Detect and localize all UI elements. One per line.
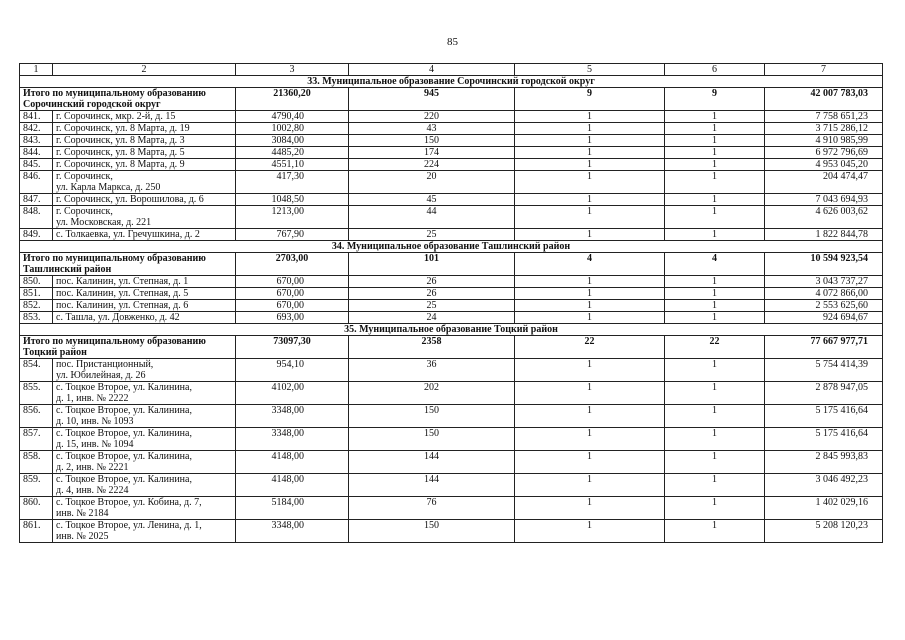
row-cost: 4 072 866,00 bbox=[765, 288, 883, 300]
row-address bbox=[53, 111, 236, 123]
row-col5: 1 bbox=[515, 206, 665, 229]
row-number: 852. bbox=[20, 300, 53, 312]
row-number: 856. bbox=[20, 405, 53, 428]
address-line1: с. Толкаевка, ул. Гречушкина, д. 2 bbox=[56, 229, 200, 240]
address-line2: ул. Карла Маркса, д. 250 bbox=[56, 182, 161, 193]
row-cost: 6 972 796,69 bbox=[765, 147, 883, 159]
row-area: 1213,00 bbox=[236, 206, 349, 229]
row-residents: 76 bbox=[349, 497, 515, 520]
row-residents: 174 bbox=[349, 147, 515, 159]
total-label-line2: Тоцкий район bbox=[23, 347, 87, 358]
row-residents: 25 bbox=[349, 300, 515, 312]
row-number: 850. bbox=[20, 276, 53, 288]
address-line1: с. Тоцкое Второе, ул. Калинина, bbox=[56, 451, 192, 462]
row-col6: 1 bbox=[665, 428, 765, 451]
row-address bbox=[53, 497, 236, 520]
row-col6: 1 bbox=[665, 382, 765, 405]
row-cost: 5 175 416,64 bbox=[765, 405, 883, 428]
row-address bbox=[53, 428, 236, 451]
row-area: 417,30 bbox=[236, 171, 349, 194]
row-col6: 1 bbox=[665, 405, 765, 428]
row-col6: 1 bbox=[665, 206, 765, 229]
table-row bbox=[20, 520, 883, 543]
page-number: 85 bbox=[447, 36, 458, 48]
row-col6: 1 bbox=[665, 123, 765, 135]
address-line2: д. 10, инв. № 1093 bbox=[56, 416, 134, 427]
row-col6: 1 bbox=[665, 451, 765, 474]
column-header-7: 7 bbox=[765, 64, 883, 76]
total-area: 73097,30 bbox=[236, 336, 349, 359]
table-row bbox=[20, 229, 883, 241]
row-residents: 144 bbox=[349, 474, 515, 497]
total-col6: 9 bbox=[665, 88, 765, 111]
address-line1: пос. Калинин, ул. Степная, д. 1 bbox=[56, 276, 189, 287]
row-number: 845. bbox=[20, 159, 53, 171]
row-col5: 1 bbox=[515, 451, 665, 474]
section-title-row bbox=[20, 324, 883, 336]
total-col6: 4 bbox=[665, 253, 765, 276]
row-residents: 36 bbox=[349, 359, 515, 382]
row-residents: 44 bbox=[349, 206, 515, 229]
row-residents: 150 bbox=[349, 520, 515, 543]
row-number: 861. bbox=[20, 520, 53, 543]
row-address bbox=[53, 206, 236, 229]
total-residents: 945 bbox=[349, 88, 515, 111]
row-number: 841. bbox=[20, 111, 53, 123]
row-cost: 5 208 120,23 bbox=[765, 520, 883, 543]
table-row bbox=[20, 474, 883, 497]
table-row bbox=[20, 382, 883, 405]
row-address bbox=[53, 405, 236, 428]
table-row bbox=[20, 312, 883, 324]
row-cost: 204 474,47 bbox=[765, 171, 883, 194]
row-residents: 202 bbox=[349, 382, 515, 405]
table-row bbox=[20, 135, 883, 147]
row-area: 670,00 bbox=[236, 288, 349, 300]
row-cost: 2 553 625,60 bbox=[765, 300, 883, 312]
row-area: 954,10 bbox=[236, 359, 349, 382]
row-col6: 1 bbox=[665, 147, 765, 159]
column-header-6: 6 bbox=[665, 64, 765, 76]
section-title-row bbox=[20, 76, 883, 88]
row-address bbox=[53, 359, 236, 382]
total-cost: 42 007 783,03 bbox=[765, 88, 883, 111]
address-line2: инв. № 2184 bbox=[56, 508, 109, 519]
row-col6: 1 bbox=[665, 359, 765, 382]
total-area: 21360,20 bbox=[236, 88, 349, 111]
row-col6: 1 bbox=[665, 312, 765, 324]
row-cost: 5 175 416,64 bbox=[765, 428, 883, 451]
address-line2: д. 2, инв. № 2221 bbox=[56, 462, 129, 473]
row-col6: 1 bbox=[665, 229, 765, 241]
row-number: 854. bbox=[20, 359, 53, 382]
row-col5: 1 bbox=[515, 159, 665, 171]
address-line1: с. Тоцкое Второе, ул. Калинина, bbox=[56, 405, 192, 416]
row-address bbox=[53, 300, 236, 312]
row-number: 858. bbox=[20, 451, 53, 474]
row-col5: 1 bbox=[515, 229, 665, 241]
table-row bbox=[20, 171, 883, 194]
total-label-line2: Сорочинский городской округ bbox=[23, 99, 161, 110]
row-residents: 150 bbox=[349, 405, 515, 428]
row-area: 3348,00 bbox=[236, 428, 349, 451]
table-row bbox=[20, 497, 883, 520]
table-row bbox=[20, 300, 883, 312]
row-col5: 1 bbox=[515, 171, 665, 194]
row-residents: 45 bbox=[349, 194, 515, 206]
row-col6: 1 bbox=[665, 474, 765, 497]
row-col6: 1 bbox=[665, 520, 765, 543]
table-row bbox=[20, 159, 883, 171]
address-line2: д. 15, инв. № 1094 bbox=[56, 439, 134, 450]
row-number: 851. bbox=[20, 288, 53, 300]
row-cost: 924 694,67 bbox=[765, 312, 883, 324]
row-col6: 1 bbox=[665, 276, 765, 288]
section-title-row bbox=[20, 241, 883, 253]
row-address bbox=[53, 159, 236, 171]
total-cost: 10 594 923,54 bbox=[765, 253, 883, 276]
address-line2: инв. № 2025 bbox=[56, 531, 109, 542]
row-residents: 220 bbox=[349, 111, 515, 123]
total-col5: 22 bbox=[515, 336, 665, 359]
row-number: 849. bbox=[20, 229, 53, 241]
row-residents: 224 bbox=[349, 159, 515, 171]
table-row bbox=[20, 194, 883, 206]
row-col5: 1 bbox=[515, 359, 665, 382]
section-total-row bbox=[20, 336, 883, 359]
table-body bbox=[20, 76, 883, 543]
row-address bbox=[53, 135, 236, 147]
row-number: 855. bbox=[20, 382, 53, 405]
row-number: 859. bbox=[20, 474, 53, 497]
column-header-2: 2 bbox=[53, 64, 236, 76]
row-col6: 1 bbox=[665, 159, 765, 171]
row-area: 767,90 bbox=[236, 229, 349, 241]
row-cost: 4 953 045,20 bbox=[765, 159, 883, 171]
total-area: 2703,00 bbox=[236, 253, 349, 276]
row-number: 843. bbox=[20, 135, 53, 147]
table-row bbox=[20, 206, 883, 229]
row-cost: 5 754 414,39 bbox=[765, 359, 883, 382]
row-number: 844. bbox=[20, 147, 53, 159]
column-header-4: 4 bbox=[349, 64, 515, 76]
address-line2: д. 1, инв. № 2222 bbox=[56, 393, 129, 404]
column-header-1: 1 bbox=[20, 64, 53, 76]
table-row bbox=[20, 288, 883, 300]
row-area: 670,00 bbox=[236, 276, 349, 288]
row-area: 5184,00 bbox=[236, 497, 349, 520]
row-col5: 1 bbox=[515, 300, 665, 312]
total-cost: 77 667 977,71 bbox=[765, 336, 883, 359]
address-line1: г. Сорочинск, ул. 8 Марта, д. 9 bbox=[56, 159, 185, 170]
table-row bbox=[20, 123, 883, 135]
address-line2: ул. Юбилейная, д. 26 bbox=[56, 370, 146, 381]
address-line1: пос. Калинин, ул. Степная, д. 5 bbox=[56, 288, 189, 299]
row-number: 857. bbox=[20, 428, 53, 451]
address-line1: г. Сорочинск, bbox=[56, 206, 113, 217]
row-col5: 1 bbox=[515, 111, 665, 123]
address-line1: с. Тоцкое Второе, ул. Ленина, д. 1, bbox=[56, 520, 202, 531]
row-cost: 2 845 993,83 bbox=[765, 451, 883, 474]
row-cost: 3 043 737,27 bbox=[765, 276, 883, 288]
row-col5: 1 bbox=[515, 288, 665, 300]
row-col6: 1 bbox=[665, 497, 765, 520]
table-row bbox=[20, 359, 883, 382]
row-address bbox=[53, 382, 236, 405]
total-col5: 9 bbox=[515, 88, 665, 111]
total-label-line1: Итого по муниципальному образованию bbox=[23, 336, 206, 347]
total-label-line1: Итого по муниципальному образованию bbox=[23, 88, 206, 99]
row-cost: 7 758 651,23 bbox=[765, 111, 883, 123]
row-residents: 25 bbox=[349, 229, 515, 241]
address-line1: с. Тоцкое Второе, ул. Калинина, bbox=[56, 382, 192, 393]
row-col6: 1 bbox=[665, 135, 765, 147]
housing-table bbox=[19, 63, 883, 543]
address-line1: с. Ташла, ул. Довженко, д. 42 bbox=[56, 312, 180, 323]
total-residents: 2358 bbox=[349, 336, 515, 359]
section-title: 33. Муниципальное образование Сорочинский городской округ bbox=[20, 76, 883, 88]
row-col6: 1 bbox=[665, 300, 765, 312]
row-area: 3348,00 bbox=[236, 405, 349, 428]
row-residents: 150 bbox=[349, 428, 515, 451]
row-address bbox=[53, 147, 236, 159]
row-address bbox=[53, 312, 236, 324]
row-cost: 4 626 003,62 bbox=[765, 206, 883, 229]
row-col6: 1 bbox=[665, 171, 765, 194]
address-line1: пос. Калинин, ул. Степная, д. 6 bbox=[56, 300, 189, 311]
row-area: 4148,00 bbox=[236, 451, 349, 474]
row-col6: 1 bbox=[665, 194, 765, 206]
row-col6: 1 bbox=[665, 288, 765, 300]
row-area: 3084,00 bbox=[236, 135, 349, 147]
row-col5: 1 bbox=[515, 194, 665, 206]
table-row bbox=[20, 428, 883, 451]
row-address bbox=[53, 288, 236, 300]
row-residents: 26 bbox=[349, 276, 515, 288]
row-area: 1002,80 bbox=[236, 123, 349, 135]
row-residents: 144 bbox=[349, 451, 515, 474]
row-col5: 1 bbox=[515, 312, 665, 324]
row-col5: 1 bbox=[515, 428, 665, 451]
row-col5: 1 bbox=[515, 382, 665, 405]
total-label bbox=[20, 88, 236, 111]
row-cost: 2 878 947,05 bbox=[765, 382, 883, 405]
section-total-row bbox=[20, 253, 883, 276]
column-header-5: 5 bbox=[515, 64, 665, 76]
total-label bbox=[20, 336, 236, 359]
address-line1: г. Сорочинск, ул. 8 Марта, д. 19 bbox=[56, 123, 190, 134]
address-line1: г. Сорочинск, ул. Ворошилова, д. 6 bbox=[56, 194, 204, 205]
address-line1: с. Тоцкое Второе, ул. Калинина, bbox=[56, 428, 192, 439]
row-residents: 26 bbox=[349, 288, 515, 300]
row-col5: 1 bbox=[515, 405, 665, 428]
row-area: 670,00 bbox=[236, 300, 349, 312]
address-line1: г. Сорочинск, ул. 8 Марта, д. 3 bbox=[56, 135, 185, 146]
row-cost: 1 822 844,78 bbox=[765, 229, 883, 241]
row-area: 4102,00 bbox=[236, 382, 349, 405]
table-row bbox=[20, 111, 883, 123]
row-col5: 1 bbox=[515, 147, 665, 159]
row-residents: 20 bbox=[349, 171, 515, 194]
row-cost: 3 046 492,23 bbox=[765, 474, 883, 497]
row-address bbox=[53, 474, 236, 497]
row-address bbox=[53, 123, 236, 135]
table-row bbox=[20, 276, 883, 288]
row-col5: 1 bbox=[515, 474, 665, 497]
total-col5: 4 bbox=[515, 253, 665, 276]
row-number: 842. bbox=[20, 123, 53, 135]
row-address bbox=[53, 171, 236, 194]
section-total-row bbox=[20, 88, 883, 111]
total-label-line2: Ташлинский район bbox=[23, 264, 112, 275]
row-residents: 150 bbox=[349, 135, 515, 147]
row-area: 693,00 bbox=[236, 312, 349, 324]
row-cost: 3 715 286,12 bbox=[765, 123, 883, 135]
row-number: 846. bbox=[20, 171, 53, 194]
section-title: 35. Муниципальное образование Тоцкий район bbox=[20, 324, 883, 336]
row-area: 4551,10 bbox=[236, 159, 349, 171]
row-address bbox=[53, 451, 236, 474]
total-residents: 101 bbox=[349, 253, 515, 276]
row-number: 847. bbox=[20, 194, 53, 206]
address-line1: пос. Пристанционный, bbox=[56, 359, 154, 370]
row-residents: 24 bbox=[349, 312, 515, 324]
address-line1: г. Сорочинск, ул. 8 Марта, д. 5 bbox=[56, 147, 185, 158]
row-address bbox=[53, 276, 236, 288]
row-col5: 1 bbox=[515, 497, 665, 520]
row-area: 4148,00 bbox=[236, 474, 349, 497]
table-header bbox=[20, 64, 883, 76]
address-line1: с. Тоцкое Второе, ул. Калинина, bbox=[56, 474, 192, 485]
total-label-line1: Итого по муниципальному образованию bbox=[23, 253, 206, 264]
column-number-row bbox=[20, 64, 883, 76]
row-area: 3348,00 bbox=[236, 520, 349, 543]
section-title: 34. Муниципальное образование Ташлинский район bbox=[20, 241, 883, 253]
table-row bbox=[20, 405, 883, 428]
row-address bbox=[53, 194, 236, 206]
address-line2: ул. Московская, д. 221 bbox=[56, 217, 152, 228]
address-line2: д. 4, инв. № 2224 bbox=[56, 485, 129, 496]
total-col6: 22 bbox=[665, 336, 765, 359]
table-row bbox=[20, 451, 883, 474]
row-cost: 4 910 985,99 bbox=[765, 135, 883, 147]
row-address bbox=[53, 520, 236, 543]
address-line1: г. Сорочинск, мкр. 2-й, д. 15 bbox=[56, 111, 176, 122]
row-address bbox=[53, 229, 236, 241]
row-number: 860. bbox=[20, 497, 53, 520]
row-col5: 1 bbox=[515, 123, 665, 135]
column-header-3: 3 bbox=[236, 64, 349, 76]
row-residents: 43 bbox=[349, 123, 515, 135]
row-col5: 1 bbox=[515, 520, 665, 543]
row-area: 4790,40 bbox=[236, 111, 349, 123]
total-label bbox=[20, 253, 236, 276]
row-cost: 1 402 029,16 bbox=[765, 497, 883, 520]
table-row bbox=[20, 147, 883, 159]
row-cost: 7 043 694,93 bbox=[765, 194, 883, 206]
row-area: 4485,20 bbox=[236, 147, 349, 159]
row-col5: 1 bbox=[515, 135, 665, 147]
row-number: 853. bbox=[20, 312, 53, 324]
row-col5: 1 bbox=[515, 276, 665, 288]
address-line1: г. Сорочинск, bbox=[56, 171, 113, 182]
row-number: 848. bbox=[20, 206, 53, 229]
address-line1: с. Тоцкое Второе, ул. Кобина, д. 7, bbox=[56, 497, 202, 508]
row-col6: 1 bbox=[665, 111, 765, 123]
row-area: 1048,50 bbox=[236, 194, 349, 206]
